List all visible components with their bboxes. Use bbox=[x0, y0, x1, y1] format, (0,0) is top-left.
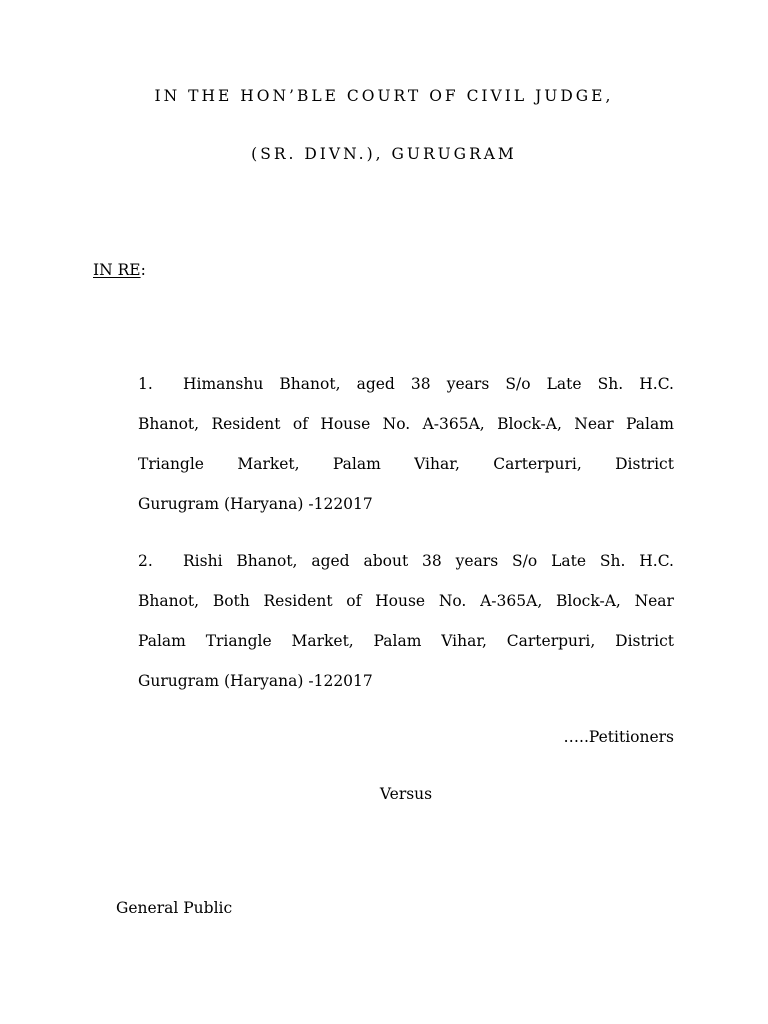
petitioner-2-word: of bbox=[346, 592, 362, 610]
petitioner-1-word: Bhanot, bbox=[279, 375, 341, 393]
petitioner-2-word: Bhanot, bbox=[138, 592, 200, 610]
petitioner-2-word: A-365A, bbox=[480, 592, 543, 610]
court-title: IN THE HON’BLE COURT OF CIVIL JUDGE, bbox=[154, 87, 614, 105]
petitioner-1-word: 38 bbox=[410, 375, 431, 393]
petitioner-2-line-2 bbox=[138, 591, 674, 631]
petitioner-1-word: Bhanot, bbox=[138, 415, 200, 433]
petitioner-2-word: years bbox=[455, 552, 499, 570]
respondent-name: General Public bbox=[116, 899, 233, 917]
petitioner-2-word: Sh. bbox=[599, 552, 626, 570]
petitioner-1-word: S/o bbox=[505, 375, 531, 393]
versus-label: Versus bbox=[379, 785, 433, 803]
in-re-heading bbox=[93, 261, 146, 279]
petitioner-1-word: Late bbox=[546, 375, 582, 393]
petitioner-2-line-3 bbox=[138, 631, 674, 671]
petitioner-1-word: Palam bbox=[626, 415, 674, 433]
petitioner-1-line-3 bbox=[138, 454, 674, 494]
petitioner-2-line-4 bbox=[138, 671, 674, 711]
petitioner-2-paragraph bbox=[138, 551, 674, 711]
petitioner-2-word: Bhanot, bbox=[236, 552, 298, 570]
petitioner-2-word: aged bbox=[311, 552, 350, 570]
petitioner-1-word: Palam bbox=[332, 455, 381, 473]
petitioner-2-word: S/o bbox=[512, 552, 538, 570]
petitioner-2-word: District bbox=[615, 632, 674, 650]
petitioner-2-word: Market, bbox=[291, 632, 354, 650]
petitioner-1-address-tail: Gurugram (Haryana) -122017 bbox=[138, 495, 373, 513]
petitioner-1-word: Sh. bbox=[597, 375, 624, 393]
petitioner-2-word: Carterpuri, bbox=[506, 632, 596, 650]
in-re-colon: : bbox=[140, 261, 146, 279]
petitioner-1-paragraph bbox=[138, 374, 674, 534]
petitioner-1-word: Carterpuri, bbox=[493, 455, 582, 473]
petitioner-1-line-2 bbox=[138, 414, 674, 454]
petitioner-1-line-1 bbox=[138, 374, 674, 414]
petitioner-1-word: House bbox=[320, 415, 371, 433]
petitioner-2-word: 38 bbox=[422, 552, 442, 570]
in-re-label: IN RE bbox=[93, 261, 141, 279]
petitioner-2-word: Palam bbox=[138, 632, 186, 650]
petitioner-1-word: aged bbox=[356, 375, 395, 393]
petitioner-2-word: Late bbox=[551, 552, 587, 570]
petitioner-2-word: Triangle bbox=[205, 632, 272, 650]
petitioner-1-word: Vihar, bbox=[414, 455, 460, 473]
petitioner-2-number: 2. bbox=[138, 552, 153, 570]
petitioner-1-word: Resident bbox=[211, 415, 281, 433]
petitioner-2-word: Palam bbox=[373, 632, 422, 650]
petitioner-2-word: Near bbox=[634, 592, 674, 610]
petitioner-1-word: Triangle bbox=[138, 455, 204, 473]
petitioner-1-number: 1. bbox=[138, 375, 153, 393]
petitioner-1-line-4 bbox=[138, 494, 674, 534]
petitioner-1-word: H.C. bbox=[639, 375, 674, 393]
petitioner-1-word: Block-A, bbox=[497, 415, 562, 433]
petitioner-2-line-1 bbox=[138, 551, 674, 591]
petitioner-1-word: Market, bbox=[237, 455, 300, 473]
petitioner-2-word: Vihar, bbox=[441, 632, 487, 650]
petitioner-1-word: 1. Himanshu bbox=[138, 375, 264, 393]
petitioner-2-word: about bbox=[363, 552, 409, 570]
petitioner-2-word: Block-A, bbox=[555, 592, 621, 610]
petitioner-1-word: A-365A, bbox=[422, 415, 485, 433]
petitioner-2-word: 2. Rishi bbox=[138, 552, 223, 570]
petitioner-2-word: H.C. bbox=[639, 552, 674, 570]
petitioner-1-word: Near bbox=[574, 415, 614, 433]
petitioner-1-word: of bbox=[292, 415, 308, 433]
petitioner-2-word: Both bbox=[212, 592, 250, 610]
petitioner-1-word: years bbox=[446, 375, 490, 393]
petitioner-2-word: Resident bbox=[263, 592, 333, 610]
petitioner-1-word: No. bbox=[382, 415, 411, 433]
petitioner-2-word: No. bbox=[438, 592, 467, 610]
petitioners-label: …..Petitioners bbox=[563, 728, 674, 746]
petitioner-2-word: House bbox=[375, 592, 426, 610]
petitioner-2-address-tail: Gurugram (Haryana) -122017 bbox=[138, 672, 373, 690]
petitioner-1-word: District bbox=[615, 455, 674, 473]
court-division: (SR. DIVN.), GURUGRAM bbox=[251, 145, 517, 163]
